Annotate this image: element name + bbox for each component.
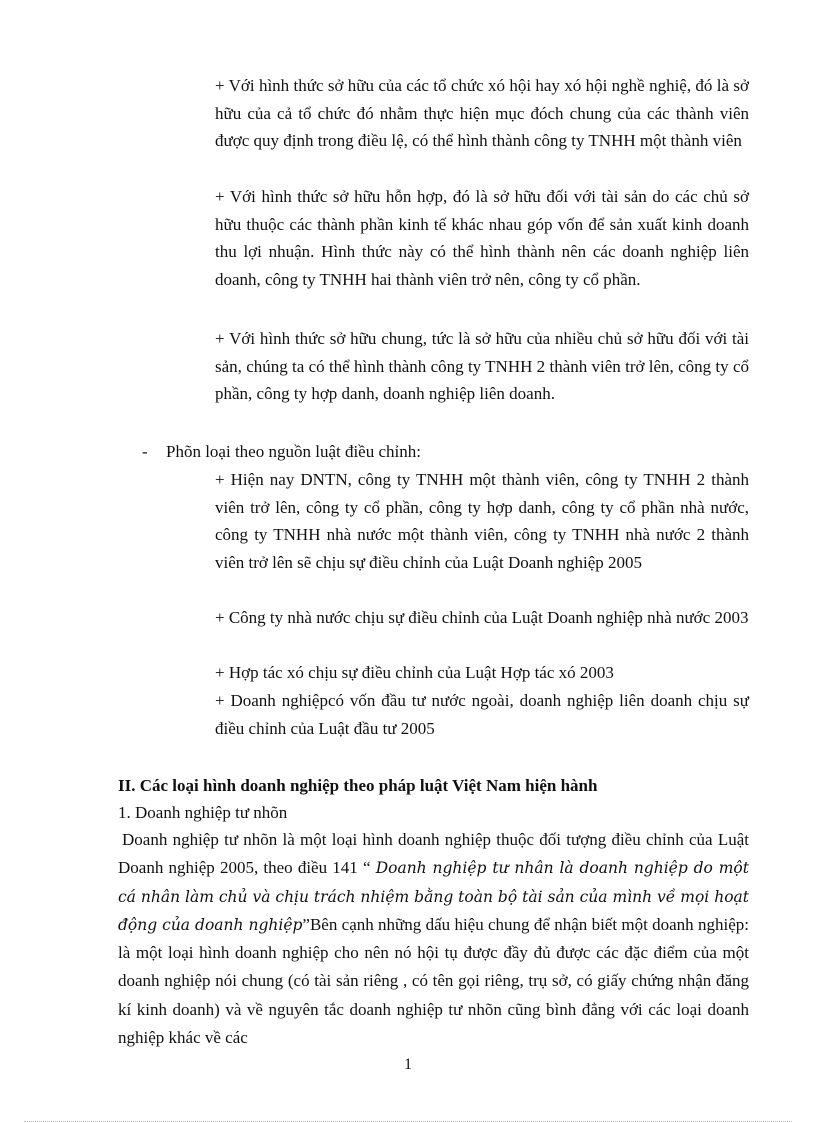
- bullet-dash: -: [142, 442, 148, 461]
- footer-divider: [24, 1121, 792, 1122]
- paragraph-cooperative-law: + Hợp tác xó chịu sự điều chỉnh của Luật Hợp tác xó 2003: [215, 663, 614, 682]
- body-text-after-quote: ”Bên cạnh những dấu hiệu chung để nhận biết một doanh nghiệp: là một loại hình doanh nghiệp cho nên nó hội tụ được đầy đủ được các đặc điểm của một doanh nghiệp nói chung (có tài sản riêng , có tên gọi riêng, trụ sở, có giấy chứng nhận đăng kí kinh doanh) và về nguyên tắc doanh nghiệp tư nhõn cũng bình đẳng với các loại doanh nghiệp khác về các: [118, 914, 749, 1048]
- body-paragraph: [118, 826, 749, 1052]
- bullet-classification: [142, 438, 421, 466]
- paragraph-social-ownership: + Với hình thức sở hữu của các tổ chức xó hội hay xó hội nghề nghiệ, đó là sở hữu của cả tổ chức đó nhằm thực hiện mục đóch chung của các thành viên được quy định trong điều lệ, có thể hình thành công ty TNHH một thành viên: [215, 76, 749, 150]
- paragraph-mixed-ownership: + Với hình thức sở hữu hỗn hợp, đó là sở hữu đối với tài sản do các chủ sở hữu thuộc các thành phần kinh tế khác nhau góp vốn để sản xuất kinh doanh thu lợi nhuận. Hình thức này có thể hình thành nên các doanh nghiệp liên doanh, công ty TNHH hai thành viên trở nên, công ty cổ phần.: [215, 187, 749, 289]
- subsection-heading: 1. Doanh nghiệp tư nhõn: [118, 803, 288, 822]
- paragraph-investment-law: + Doanh nghiệpcó vốn đầu tư nước ngoài, doanh nghiệp liên doanh chịu sự điều chỉnh của Luật đầu tư 2005: [215, 691, 749, 738]
- bullet-text: Phõn loại theo nguồn luật điều chỉnh:: [166, 442, 421, 461]
- paragraph-state-enterprise-law: + Công ty nhà nước chịu sự điều chỉnh của Luật Doanh nghiệp nhà nước 2003: [215, 608, 749, 627]
- page-number: 1: [404, 1056, 412, 1073]
- paragraph-enterprise-law: + Hiện nay DNTN, công ty TNHH một thành viên, công ty TNHH 2 thành viên trở lên, công ty cổ phần, công ty hợp danh, công ty cổ phần nhà nước, công ty TNHH nhà nước một thành viên, công ty TNHH nhà nước 2 thành viên trở lên sẽ chịu sự điều chỉnh của Luật Doanh nghiệp 2005: [215, 470, 749, 572]
- legal-quote: Doanh nghiệp tư nhân là doanh nghiệp do một cá nhân làm chủ và chịu trách nhiệm bằng toàn bộ tài sản của mình về mọi hoạt động của doanh nghiệp: [118, 859, 749, 934]
- section-heading: II. Các loại hình doanh nghiệp theo pháp luật Việt Nam hiện hành: [118, 776, 598, 795]
- paragraph-common-ownership: + Với hình thức sở hữu chung, tức là sở hữu của nhiều chủ sở hữu đối với tài sản, chúng ta có thể hình thành công ty TNHH 2 thành viên trở lên, công ty cổ phần, công ty hợp danh, doanh nghiệp liên doanh.: [215, 329, 749, 403]
- body-text-before-quote: Doanh nghiệp tư nhõn là một loại hình doanh nghiệp thuộc đối tượng điều chỉnh của Luật Doanh nghiệp 2005, theo điều 141 “: [118, 830, 749, 878]
